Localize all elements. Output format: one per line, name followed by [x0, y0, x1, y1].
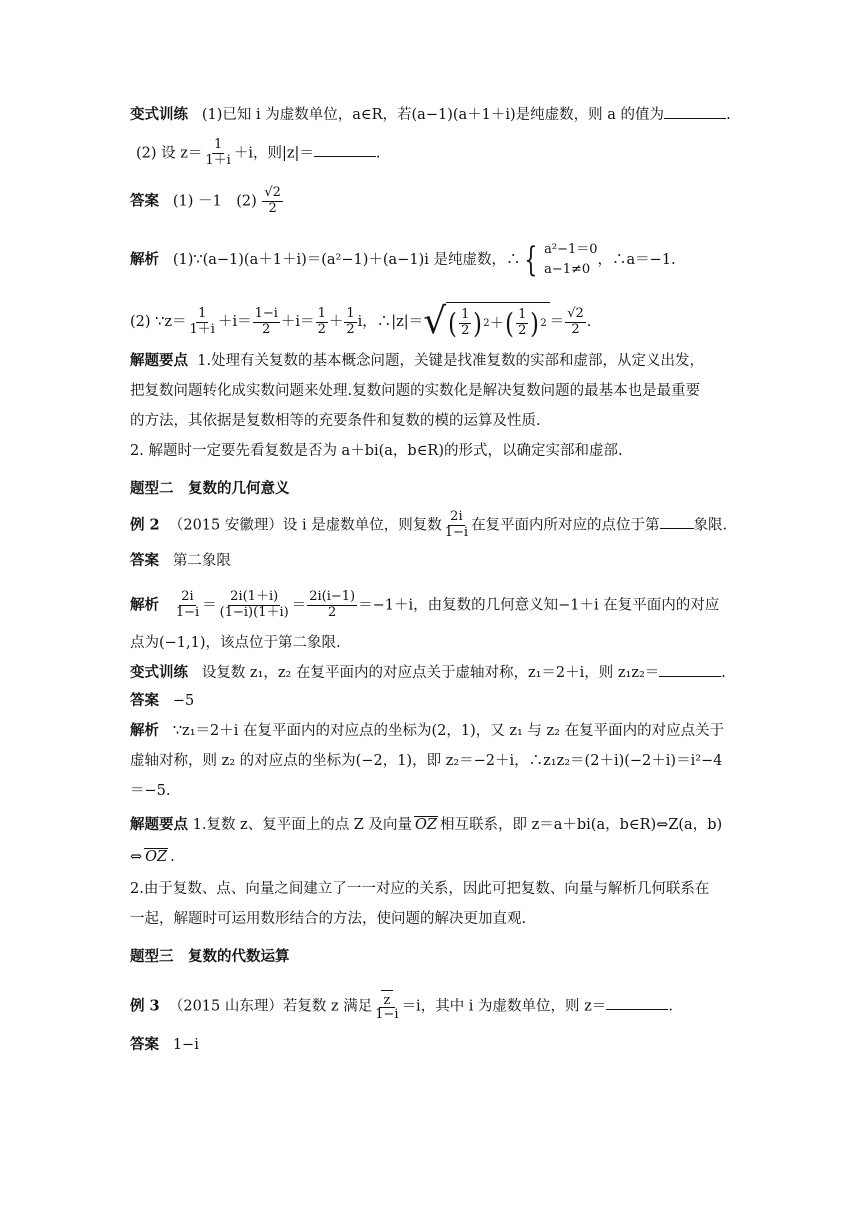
- key-points-text: 1.复数 z、复平面上的点 Z 及向量: [192, 817, 412, 833]
- key-points-text: 把复数问题转化成实数问题来处理.复数问题的实数化是解决复数问题的最基本也是最重要: [130, 383, 701, 399]
- fraction: [262, 186, 283, 217]
- numerator: √2: [567, 305, 584, 321]
- answer-text: 第二象限: [172, 553, 231, 569]
- fraction: [218, 590, 291, 621]
- key-points-text: 2.由于复数、点、向量之间建立了一一对应的关系，因此可把复数、向量与解析几何联系在: [130, 881, 710, 897]
- analysis-line-2: [130, 302, 730, 342]
- op: ＋: [489, 315, 505, 332]
- op: ＝: [202, 597, 217, 614]
- analysis-text: (2) ∵z＝: [130, 314, 187, 330]
- analysis-text: ＝−1＋i，由复数的几何意义知−1＋i 在复平面内的对应: [358, 597, 720, 614]
- key-points-label: 解题要点: [130, 352, 188, 369]
- numerator: 1: [213, 137, 223, 152]
- example-2-question: [130, 510, 730, 541]
- key-points-line-2: [130, 846, 730, 868]
- fraction: [459, 308, 471, 339]
- denominator: 2: [328, 604, 337, 620]
- fraction: [443, 510, 470, 541]
- numerator: 2i: [450, 509, 463, 524]
- analysis-text: 虚轴对称，则 z₂ 的对应点的坐标为(−2，1)，即 z₂＝−2＋i，∴z₁z₂＝(2＋i)(−2＋i)＝i²−4: [130, 753, 723, 769]
- denominator: 2: [571, 321, 580, 337]
- denominator: 1−i: [175, 604, 200, 620]
- analysis-text: ＝−5.: [130, 783, 171, 799]
- question-text: 设复数 z₁，z₂ 在复平面内的对应点关于虚轴对称，z₁＝2＋i，则 z₁z₂＝: [201, 665, 660, 681]
- denominator: 1−i: [444, 524, 469, 540]
- answer-line: [130, 690, 730, 712]
- key-points-text: 一起，解题时可运用数形结合的方法，使问题的解决更加直观.: [130, 911, 527, 927]
- section-heading-text: 题型二 复数的几何意义: [130, 480, 290, 497]
- answer-label: 答案: [130, 192, 159, 210]
- fraction: [565, 307, 586, 338]
- paren-icon: ): [473, 306, 483, 340]
- punct: .: [721, 665, 726, 681]
- equation-system: [520, 240, 597, 280]
- answer-blank[interactable]: [660, 514, 694, 529]
- fraction: [174, 590, 201, 621]
- vector-oz: OZ: [415, 817, 437, 833]
- fraction: [516, 308, 528, 339]
- analysis-line-1: [130, 720, 730, 742]
- answer-line: [130, 1034, 730, 1056]
- answer-label: 答案: [130, 692, 159, 709]
- punct: .: [726, 107, 731, 123]
- question-text-cont: a∈R，若(a−1)(a＋1＋i)是纯虚数，则 a 的值为: [352, 107, 665, 123]
- system-row-2: a−1≠0: [544, 262, 591, 277]
- section-heading-text: 题型三 复数的代数运算: [130, 948, 290, 965]
- analysis-label: 解析: [130, 722, 159, 739]
- fraction: [316, 307, 328, 338]
- analysis-line-3: [130, 780, 730, 802]
- exercise-variant-1-question-1: [130, 104, 730, 126]
- op: ＋i＝: [280, 314, 315, 330]
- section-label: 变式训练: [130, 664, 188, 681]
- analysis-line-2: [130, 632, 730, 654]
- denominator: 2: [346, 321, 355, 337]
- key-points-line-4: [130, 440, 730, 462]
- answer-text: 1−i: [172, 1037, 199, 1053]
- answer-label: 答案: [130, 552, 159, 569]
- section-heading-2: [130, 478, 730, 500]
- section-heading-3: [130, 946, 730, 968]
- punct: .: [586, 314, 592, 330]
- key-points-text-cont: 相互联系，即 z＝a＋bi(a，b∈R)⇔Z(a，b): [439, 817, 723, 833]
- punct: .: [375, 145, 381, 162]
- example-label: 例 2: [130, 516, 160, 534]
- paren-icon: ): [530, 306, 540, 340]
- answer-line: [130, 550, 730, 572]
- numerator: 1−i: [254, 305, 278, 321]
- key-points-line-1: [130, 814, 730, 836]
- numerator: 2i(1＋i): [230, 589, 279, 604]
- op: i，∴|z|＝: [357, 314, 424, 330]
- numerator: 2i: [181, 589, 194, 604]
- answer-blank[interactable]: [664, 104, 726, 119]
- denominator: 2: [461, 323, 470, 338]
- section-label: 变式训练: [130, 106, 188, 123]
- question-text-cont: 在复平面内所对应的点位于第: [471, 517, 660, 534]
- analysis-line-1: [130, 240, 730, 280]
- fraction: [203, 138, 232, 169]
- numerator: 1: [198, 305, 207, 321]
- answer-blank[interactable]: [606, 995, 668, 1010]
- numerator: 1: [518, 307, 527, 323]
- analysis-line-1: [130, 590, 730, 621]
- key-points-label: 解题要点: [130, 816, 188, 833]
- analysis-text: ∵z₁＝2＋i 在复平面内的对应点的坐标为(2，1)，又 z₁ 与 z₂ 在复平面内的对应点关于: [172, 723, 725, 739]
- op: ＋: [328, 314, 344, 330]
- op: ＋i＝: [217, 314, 252, 330]
- question-text: （2015 安徽理）设 i 是虚数单位，则复数: [168, 517, 442, 534]
- analysis-line-2: [130, 750, 730, 772]
- denominator: 2: [268, 200, 277, 216]
- paren-icon: (: [505, 306, 515, 340]
- analysis-text: (1)∵(a−1)(a＋1＋i)＝(a²−1)＋(a−1)i 是纯虚数，∴: [172, 252, 521, 268]
- answer-text: (1) －1 (2): [172, 193, 257, 210]
- exercise-variant-1-question-2: [136, 138, 736, 169]
- fraction: [307, 590, 357, 621]
- key-points-text: 1.处理有关复数的基本概念问题，关键是找准复数的实部和虚部，从定义出发，: [197, 353, 705, 369]
- analysis-text: 点为(−1,1)，该点位于第二象限.: [130, 635, 341, 651]
- denominator: 1＋i: [205, 152, 231, 168]
- denominator: 1＋i: [189, 321, 215, 337]
- op: ＝: [291, 597, 307, 614]
- numerator: 2i(i−1): [309, 589, 356, 604]
- key-points-line-3: [130, 410, 730, 432]
- key-points-line-3: [130, 878, 730, 900]
- question-text: (1)已知 i 为虚数单位，: [201, 107, 353, 123]
- system-row-1: a²−1＝0: [544, 242, 598, 257]
- numerator: 1: [461, 307, 470, 323]
- answer-text: −5: [172, 693, 195, 709]
- conjugate-bar: [381, 990, 393, 991]
- denominator: 2: [317, 321, 326, 337]
- radical-icon: √: [423, 301, 447, 342]
- denominator: 2: [518, 323, 527, 338]
- analysis-label: 解析: [130, 251, 159, 268]
- vector-oz: OZ: [145, 849, 168, 865]
- numerator: [379, 990, 395, 1008]
- answer-line: [130, 186, 730, 217]
- denominator: 2: [262, 321, 271, 337]
- paren-icon: (: [448, 306, 457, 340]
- numerator: √2: [264, 185, 281, 200]
- key-points-line-1: [130, 350, 730, 372]
- question-text: (2) 设 z＝: [136, 145, 203, 162]
- answer-blank[interactable]: [314, 142, 376, 157]
- numerator: 1: [317, 305, 326, 321]
- analysis-text-cont: ，∴a＝−1.: [597, 252, 676, 268]
- example-3-question: [130, 990, 730, 1023]
- key-points-line-4: [130, 908, 730, 930]
- key-points-text: 的方法，其依据是复数相等的充要条件和复数的模的运算及性质.: [130, 413, 541, 429]
- question-text-end: 象限.: [693, 517, 728, 534]
- analysis-label: 解析: [130, 596, 159, 614]
- question-text-cont: ＋i，则|z|＝: [233, 145, 314, 162]
- square-root: √ ( $\frac{1}{2}$ ) 2 ＋ ( $\frac{1}{2}$ ) 2: [423, 302, 550, 342]
- fraction: [253, 307, 280, 338]
- answer-label: 答案: [130, 1036, 159, 1053]
- fraction: [373, 990, 400, 1023]
- brace-icon: {: [524, 240, 538, 280]
- op: ＝: [549, 314, 565, 330]
- fraction: [188, 307, 217, 338]
- punct: .: [668, 998, 673, 1015]
- numerator: 1: [346, 305, 355, 321]
- answer-blank[interactable]: [659, 662, 721, 677]
- example-label: 例 3: [130, 997, 160, 1015]
- key-points-line-2: [130, 380, 730, 402]
- fraction: [344, 307, 356, 338]
- equivalence-symbol: ⇔: [130, 849, 143, 865]
- key-points-text: 2. 解题时一定要先看复数是否为 a＋bi(a，b∈R)的形式，以确定实部和虚部.: [130, 443, 623, 459]
- question-text-cont: ＝i，其中 i 为虚数单位，则 z＝: [401, 998, 607, 1015]
- numerator-text: z: [383, 993, 391, 1008]
- denominator: (1−i)(1＋i): [219, 604, 289, 620]
- denominator: 1−i: [375, 1007, 399, 1022]
- exercise-variant-2: [130, 662, 730, 684]
- punct: .: [170, 849, 175, 865]
- question-text: （2015 山东理）若复数 z 满足: [168, 998, 373, 1015]
